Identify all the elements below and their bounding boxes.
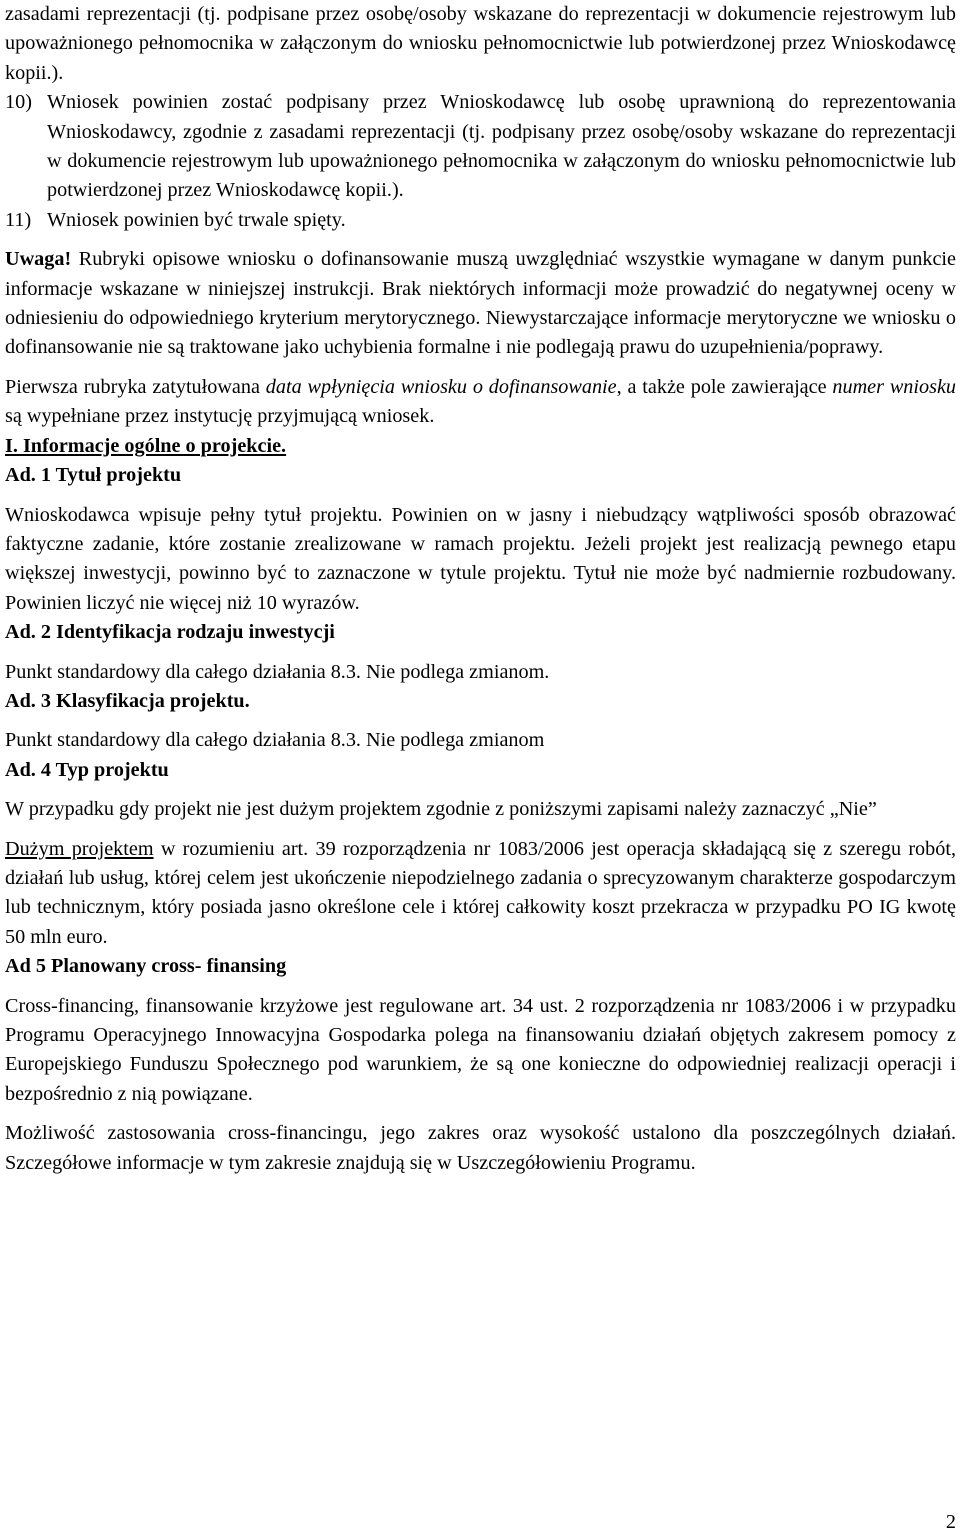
- list-item: [5, 206, 956, 235]
- note-part-2: , a także pole zawierające: [616, 375, 833, 398]
- list-item-number: 10): [5, 91, 32, 114]
- note-italic-date-field: data wpłynięcia wniosku o dofinansowanie: [265, 375, 617, 398]
- note-part-3: są wypełniane przez instytucję przyjmującą wniosek.: [5, 405, 435, 428]
- lead-continuation-paragraph: zasadami reprezentacji (tj. podpisane przez osobę/osoby wskazane do reprezentacji w dokumencie rejestrowym lub upoważnionego pełnomocnika w załączonym do wniosku pełnomocnictwie lub potwierdzonej przez Wnioskodawcę kopii.).: [5, 3, 956, 84]
- ad4-definition: [5, 835, 956, 953]
- warning-paragraph: [5, 245, 956, 363]
- ad4-definition-term: Dużym projektem: [5, 837, 154, 860]
- list-item-text: Wniosek powinien być trwale spięty.: [47, 208, 346, 231]
- ad2-heading: Ad. 2 Identyfikacja rodzaju inwestycji: [5, 621, 335, 644]
- ad3-text: Punkt standardowy dla całego działania 8.3. Nie podlega zmianom: [5, 729, 545, 752]
- first-section-note: [5, 373, 956, 432]
- list-item-text: Wniosek powinien zostać podpisany przez Wnioskodawcę lub osobę uprawnioną do reprezentowania Wnioskodawcy, zgodnie z zasadami reprezentacji (tj. podpisany przez osobę/osoby wskazane do reprezentacji w dokumencie rejestrowym lub upoważnionego pełnomocnika w załączonym do wniosku pełnomocnictwie lub potwierdzonej przez Wnioskodawcę kopii.).: [47, 91, 956, 202]
- list-item: [5, 88, 956, 206]
- page-content: [5, 0, 956, 1178]
- warning-text: Rubryki opisowe wniosku o dofinansowanie muszą uwzględniać wszystkie wymagane w danym punkcie informacje wskazane w niniejszej instrukcji. Brak niektórych informacji może prowadzić do negatywnej oceny w odniesieniu do odpowiedniego kryterium merytorycznego. Niewystarczające informacje merytoryczne we wniosku o dofinansowanie nie są traktowane jako uchybienia formalne i nie podlegają prawu do uzupełnienia/poprawy.: [5, 248, 956, 359]
- ad1-text: Wnioskodawca wpisuje pełny tytuł projektu. Powinien on w jasny i niebudzący wątpliwości sposób obrazować faktyczne zadanie, które zostanie zrealizowane w ramach projektu. Jeżeli projekt jest realizacją pewnego etapu większej inwestycji, powinno być to zaznaczone w tytule projektu. Tytuł nie może być nadmiernie rozbudowany. Powinien liczyć nie więcej niż 10 wyrazów.: [5, 503, 956, 614]
- ad1-heading: Ad. 1 Tytuł projektu: [5, 464, 182, 487]
- list-item-number: 11): [5, 208, 32, 231]
- ad4-text: W przypadku gdy projekt nie jest dużym projektem zgodnie z poniższymi zapisami należy zaznaczyć „Nie”: [5, 798, 877, 821]
- note-italic-number-field: numer wniosku: [832, 375, 956, 398]
- ad4-heading: Ad. 4 Typ projektu: [5, 758, 169, 781]
- ad5-heading: Ad 5 Planowany cross- finansing: [5, 955, 287, 978]
- ad3-heading: Ad. 3 Klasyfikacja projektu.: [5, 689, 250, 712]
- ad4-definition-text: w rozumieniu art. 39 rozporządzenia nr 1083/2006 jest operacja składającą się z szeregu robót, działań lub usług, której celem jest ukończenie niepodzielnego zadania o sprecyzowanym charakterze gospodarczym lub technicznym, który posiada jasno określone cele i której całkowity koszt przekracza w przypadku PO IG kwotę 50 mln euro.: [5, 837, 956, 948]
- page-number: 2: [945, 1511, 956, 1533]
- ad5-text-1: Cross-financing, finansowanie krzyżowe jest regulowane art. 34 ust. 2 rozporządzenia nr 1083/2006 i w przypadku Programu Operacyjnego Innowacyjna Gospodarka polega na finansowaniu działań objętych zakresem pomocy z Europejskiego Funduszu Społecznego pod warunkiem, że są one konieczne do odpowiedniej realizacji operacji i bezpośrednio z nią powiązane.: [5, 994, 956, 1105]
- warning-label: Uwaga!: [5, 248, 72, 271]
- ad2-text: Punkt standardowy dla całego działania 8.3. Nie podlega zmianom.: [5, 660, 550, 683]
- ad5-text-2: Możliwość zastosowania cross-financingu, jego zakres oraz wysokość ustalono dla poszczególnych działań. Szczegółowe informacje w tym zakresie znajdują się w Uszczegółowieniu Programu.: [5, 1122, 956, 1174]
- section-title: I. Informacje ogólne o projekcie.: [5, 434, 287, 457]
- note-part-1: Pierwsza rubryka zatytułowana: [5, 375, 266, 398]
